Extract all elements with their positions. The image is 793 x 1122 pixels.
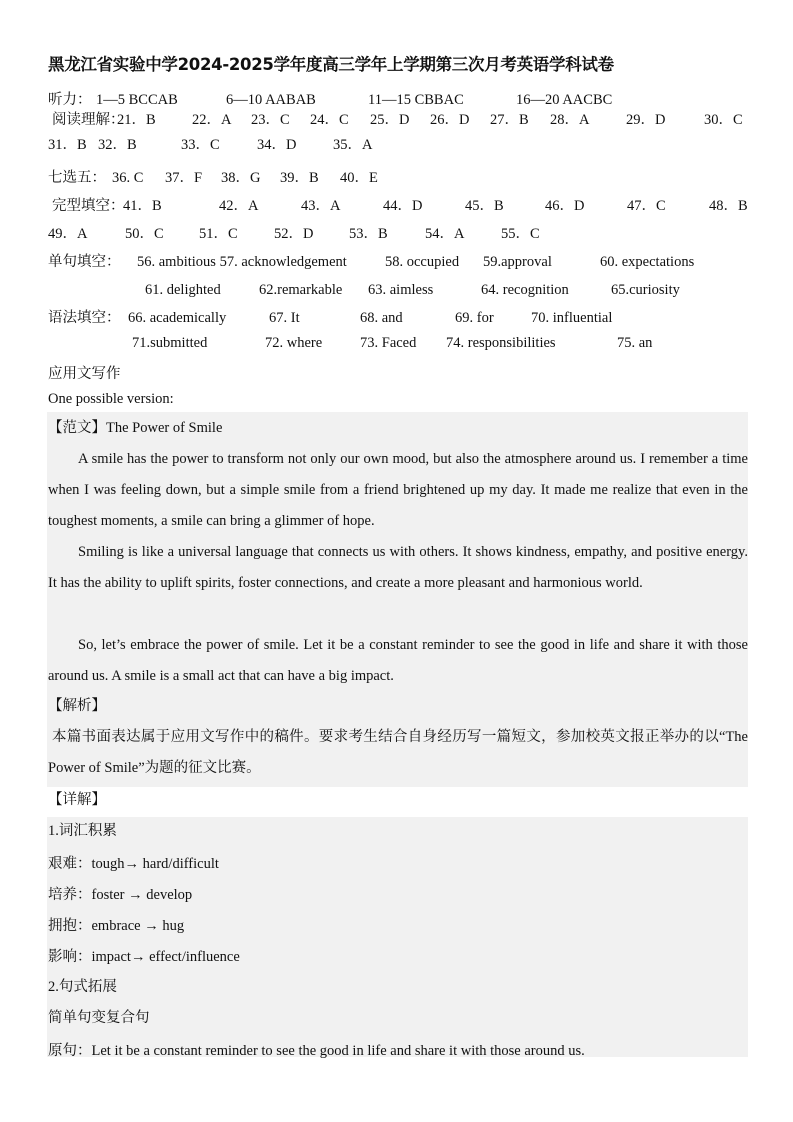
single-fill-label: 单句填空： xyxy=(48,254,121,270)
answer-item: 29．D xyxy=(626,112,666,128)
answer-item: 31．B xyxy=(48,137,87,153)
answer-item: 64. recognition xyxy=(481,282,569,298)
answer-item: 69. for xyxy=(455,310,494,326)
answer-item: 50．C xyxy=(125,226,164,242)
section-heading: 应用文写作 xyxy=(48,366,121,382)
answer-item: 32．B xyxy=(98,137,137,153)
sample-label: 【范文】The Power of Smile xyxy=(48,420,223,436)
reading-label: 阅读理解： xyxy=(52,112,125,128)
answer-item: 39．B xyxy=(280,170,319,186)
answer-item: 58. occupied xyxy=(385,254,460,270)
answer-item: 38．G xyxy=(221,170,261,186)
detail-line: 原句：Let it be a constant reminder to see the good in life and share it with those around us. xyxy=(48,1043,585,1059)
answer-item: 56. ambitious 57. acknowledgement xyxy=(137,254,347,270)
answer-item: 60. expectations xyxy=(600,254,695,270)
answer-item: 1—5 BCCAB xyxy=(96,92,178,108)
grammar-fill-label: 语法填空： xyxy=(48,310,121,326)
answer-item: 72. where xyxy=(265,335,323,351)
answer-item: 42．A xyxy=(219,198,259,214)
answer-item: 63. aimless xyxy=(368,282,434,298)
answer-item: 40．E xyxy=(340,170,378,186)
intro-text: One possible version: xyxy=(48,391,174,407)
detail-line: 艰难：tough→ hard/difficult xyxy=(48,856,219,872)
answer-item: 71.submitted xyxy=(132,335,208,351)
answer-item: 54．A xyxy=(425,226,465,242)
answer-item: 30．C xyxy=(704,112,743,128)
answer-item: 35．A xyxy=(333,137,373,153)
answer-item: 74. responsibilities xyxy=(446,335,556,351)
seven-choose-five-label: 七选五： xyxy=(48,170,106,186)
answer-item: 28．A xyxy=(550,112,590,128)
answer-item: 43．A xyxy=(301,198,341,214)
answer-item: 23．C xyxy=(251,112,290,128)
analysis-text: 本篇书面表达属于应用文写作中的稿件。要求考生结合自身经历写一篇短文，参加校英文报正举办的以“The Power of Smile”为题的征文比赛。 xyxy=(48,729,748,776)
detail-block xyxy=(47,817,748,1057)
answer-item: 26．D xyxy=(430,112,470,128)
answer-item: 37．F xyxy=(165,170,203,186)
answer-item: 68. and xyxy=(360,310,403,326)
answer-item: 44．D xyxy=(383,198,423,214)
answer-item: 52．D xyxy=(274,226,314,242)
detail-line: 拥抱：embrace → hug xyxy=(48,918,185,934)
answer-item: 24．C xyxy=(310,112,349,128)
page-title: 黑龙江省实验中学2024-2025学年度高三学年上学期第三次月考英语学科试卷 xyxy=(48,55,614,74)
answer-item: 61. delighted xyxy=(145,282,221,298)
answer-item: 62.remarkable xyxy=(259,282,343,298)
essay-paragraph: Smiling is like a universal language that connects us with others. It shows kindness, empathy, and positive energy. It has the ability to uplift spirits, foster connections, and create a more pleasant and harmonious world. xyxy=(48,544,748,591)
answer-item: 11—15 CBBAC xyxy=(368,92,464,108)
answer-item: 53．B xyxy=(349,226,388,242)
answer-item: 46．D xyxy=(545,198,585,214)
detail-line: 2.句式拓展 xyxy=(48,979,117,995)
answer-item: 16—20 AACBC xyxy=(516,92,613,108)
essay-paragraph: So, let’s embrace the power of smile. Let it be a constant reminder to see the good in life and share it with those around us. A smile is a small act that can have a big impact. xyxy=(48,637,748,684)
cloze-label: 完型填空： xyxy=(52,198,125,214)
detail-line: 1.词汇积累 xyxy=(48,823,117,839)
answer-item: 36. C xyxy=(112,170,144,186)
answer-item: 48．B xyxy=(709,198,748,214)
answer-item: 75. an xyxy=(617,335,653,351)
answer-item: 49．A xyxy=(48,226,88,242)
answer-item: 41．B xyxy=(123,198,162,214)
answer-item: 45．B xyxy=(465,198,504,214)
detail-label: 【详解】 xyxy=(48,792,106,808)
answer-item: 6—10 AABAB xyxy=(226,92,316,108)
answer-item: 59.approval xyxy=(483,254,552,270)
answer-item: 70. influential xyxy=(531,310,613,326)
listening-label: 听力： xyxy=(48,92,92,108)
essay-paragraph: A smile has the power to transform not only our own mood, but also the atmosphere around us. I remember a time when I was feeling down, but a simple smile from a friend brightened up my day. It made me realize that even in the toughest moments, a smile can bring a glimmer of hope. xyxy=(48,451,748,529)
answer-item: 25．D xyxy=(370,112,410,128)
answer-item: 33．C xyxy=(181,137,220,153)
answer-item: 47．C xyxy=(627,198,666,214)
answer-item: 22．A xyxy=(192,112,232,128)
analysis-label: 【解析】 xyxy=(48,698,106,714)
answer-item: 73. Faced xyxy=(360,335,417,351)
detail-line: 简单句变复合句 xyxy=(48,1010,150,1026)
detail-line: 培养：foster → develop xyxy=(48,887,193,903)
answer-item: 67. It xyxy=(269,310,300,326)
answer-item: 27．B xyxy=(490,112,529,128)
detail-line: 影响：impact→ effect/influence xyxy=(48,949,240,965)
answer-item: 34．D xyxy=(257,137,297,153)
answer-item: 21．B xyxy=(117,112,156,128)
answer-item: 51．C xyxy=(199,226,238,242)
answer-item: 65.curiosity xyxy=(611,282,680,298)
answer-item: 55．C xyxy=(501,226,540,242)
answer-item: 66. academically xyxy=(128,310,227,326)
